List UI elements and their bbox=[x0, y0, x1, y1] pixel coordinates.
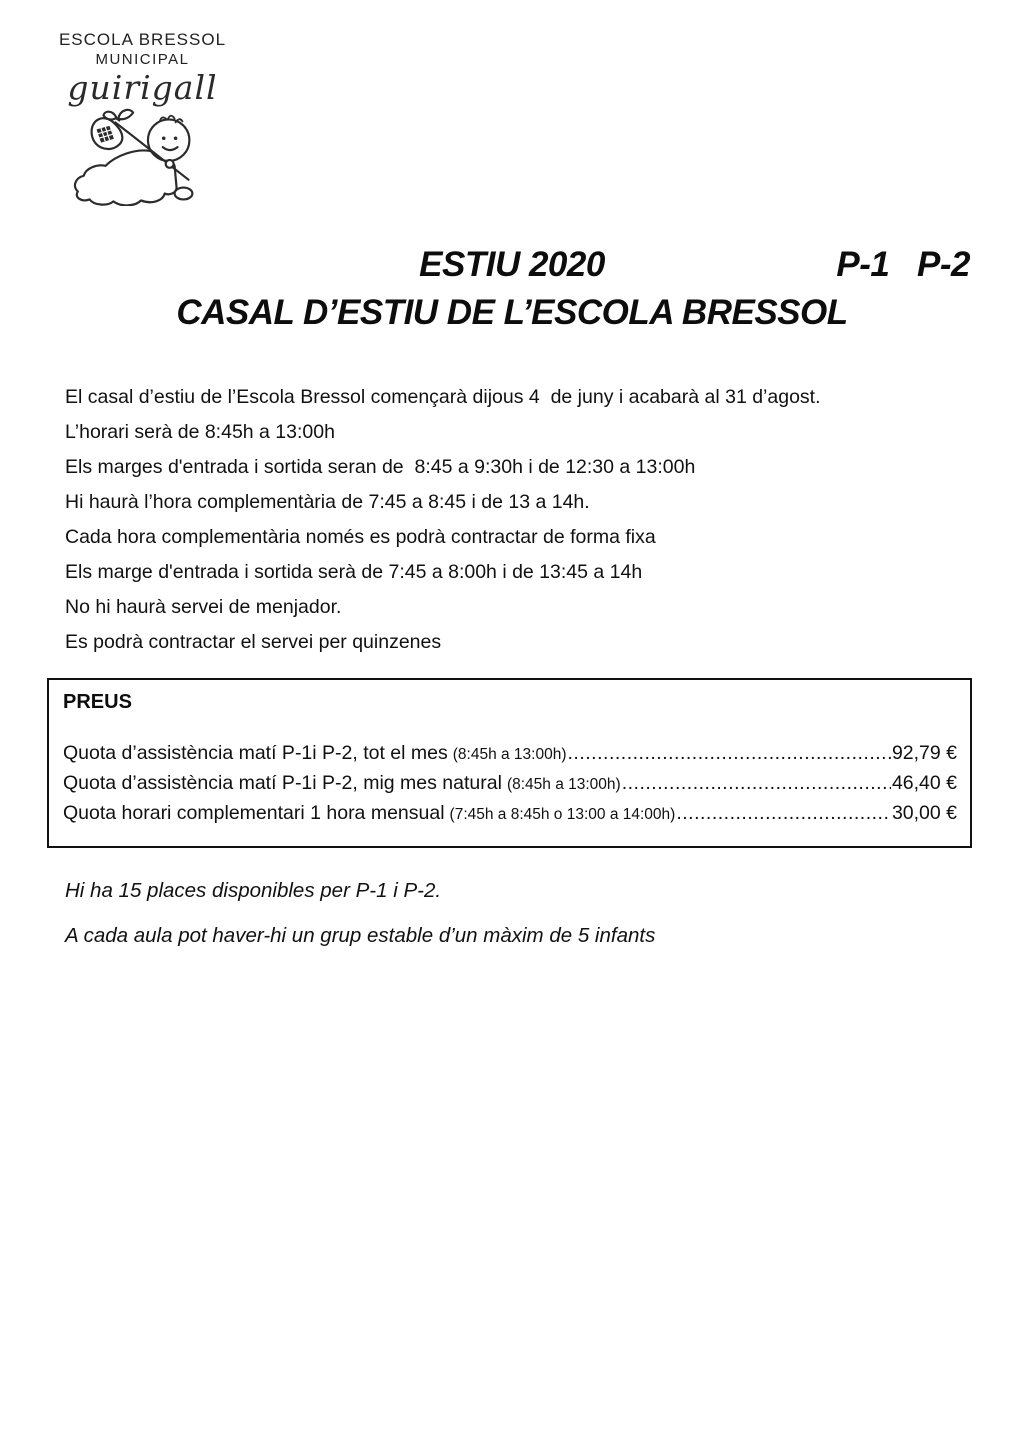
price-schedule-note: (7:45h a 8:45h o 13:00 a 14:00h) bbox=[449, 806, 676, 823]
body-paragraph: Els marge d'entrada i sortida serà de 7:45 a 8:00h i de 13:45 a 14h bbox=[65, 561, 643, 583]
school-logo bbox=[40, 30, 245, 211]
price-label: Quota d’assistència matí P-1i P-2, mig mes natural bbox=[63, 772, 502, 794]
price-value: 92,79 € bbox=[891, 742, 957, 764]
logo-municipal-label: MUNICIPAL bbox=[95, 51, 190, 68]
price-value: 30,00 € bbox=[891, 802, 957, 824]
body-paragraph: Cada hora complementària només es podrà contractar de forma fixa bbox=[65, 526, 656, 548]
body-paragraph: Hi haurà l’hora complementària de 7:45 a 8:45 i de 13 a 14h. bbox=[65, 491, 590, 513]
class-groups-label: P-1 P-2 bbox=[836, 245, 970, 284]
price-label: Quota horari complementari 1 hora mensual bbox=[63, 802, 445, 824]
body-paragraph: No hi haurà servei de menjador. bbox=[65, 596, 342, 618]
body-text bbox=[65, 380, 976, 660]
body-paragraph: El casal d’estiu de l’Escola Bressol començarà dijous 4 de juny i acabarà al 31 d’agost. bbox=[65, 386, 821, 408]
dot-leader bbox=[622, 769, 891, 797]
price-row bbox=[63, 739, 957, 769]
logo-school-name: ESCOLA BRESSOL bbox=[58, 30, 227, 49]
logo-guirigall-script: guirigall bbox=[67, 68, 218, 107]
price-schedule-note: (8:45h a 13:00h) bbox=[506, 776, 621, 793]
price-schedule-note: (8:45h a 13:00h) bbox=[452, 746, 567, 763]
title-row bbox=[52, 246, 972, 284]
body-paragraph: Els marges d'entrada i sortida seran de 8:45 a 9:30h i de 12:30 a 13:00h bbox=[65, 456, 696, 478]
prices-box-title: PREUS bbox=[63, 691, 132, 713]
price-row bbox=[63, 799, 957, 829]
price-label: Quota d’assistència matí P-1i P-2, tot el mes bbox=[63, 742, 448, 764]
price-row bbox=[63, 769, 957, 799]
price-value: 46,40 € bbox=[891, 772, 957, 794]
availability-note: Hi ha 15 places disponibles per P-1 i P-2. bbox=[65, 879, 442, 902]
dot-leader bbox=[568, 739, 891, 767]
body-paragraph: Es podrà contractar el servei per quinzenes bbox=[65, 631, 442, 653]
page-title: ESTIU 2020 bbox=[419, 245, 605, 284]
group-size-note: A cada aula pot haver-hi un grup estable d’un màxim de 5 infants bbox=[65, 924, 656, 947]
page-subtitle: CASAL D’ESTIU DE L’ESCOLA BRESSOL bbox=[176, 293, 848, 332]
dot-leader bbox=[676, 799, 891, 827]
footer-notes bbox=[65, 880, 976, 970]
body-paragraph: L’horari serà de 8:45h a 13:00h bbox=[65, 421, 335, 443]
prices-box bbox=[47, 678, 972, 848]
baby-with-bindle-icon bbox=[40, 106, 245, 211]
document-header bbox=[52, 246, 972, 332]
